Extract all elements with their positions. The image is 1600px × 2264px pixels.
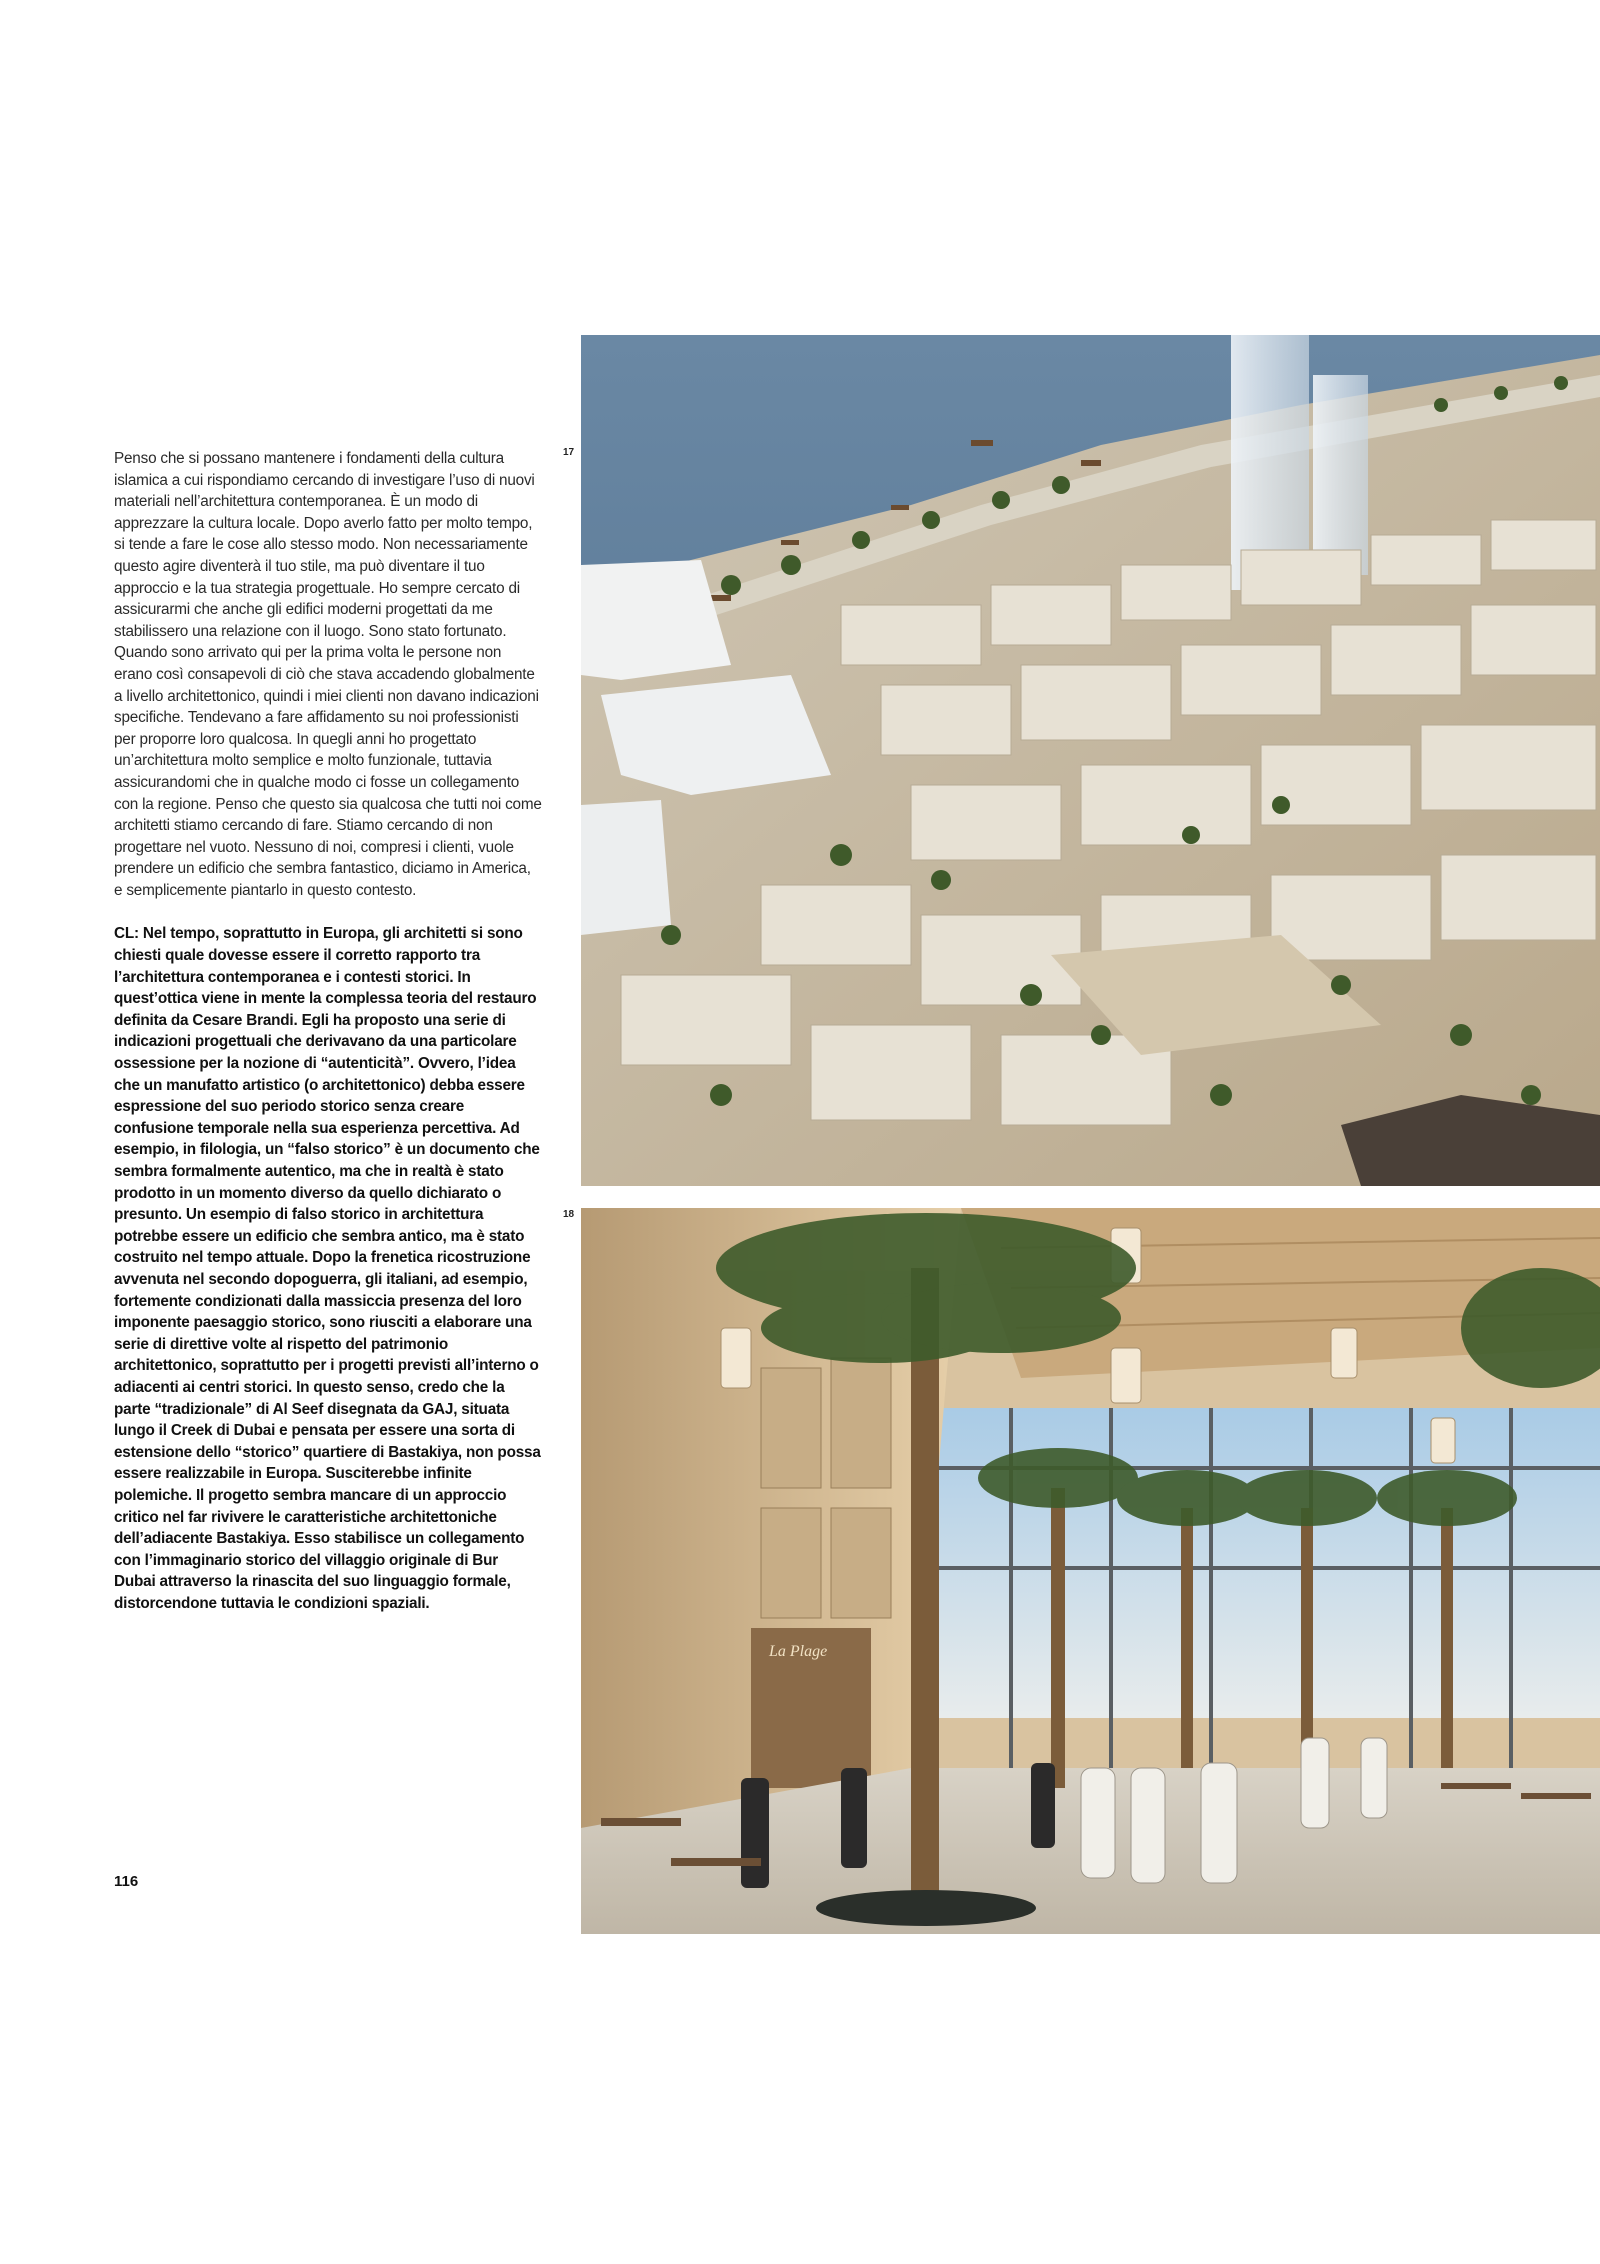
figure-number-17: 17 — [563, 447, 575, 458]
figure-18-interior-render — [581, 1208, 1600, 1934]
interior-render-image — [581, 1208, 1600, 1934]
page-number: 116 — [114, 1873, 139, 1890]
shop-sign-text: La Plage — [769, 1643, 828, 1660]
question-paragraph: CL: Nel tempo, soprattutto in Europa, gli architetti si sono chiesti quale dovesse essere il corretto rapporto tra l’architettura contemporanea e i contesti storici. In quest’ottica viene in mente la complessa teoria del restauro definita da Cesare Brandi. Egli ha proposto una serie di indicazioni progettuali che derivavano da una particolare ossessione per la nozione di “autenticità”. Ovvero, l’idea che un manufatto artistico (o architettonico) debba essere espressione del suo periodo storico senza creare confusione temporale nella sua esperienza percettiva. Ad esempio, in filologia, un “falso storico” è un documento che sembra formalmente autentico, ma che in realtà è stato prodotto in un momento diverso da quello dichiarato o presunto. Un esempio di falso storico in architettura potrebbe essere un edificio che sembra antico, ma è stato costruito nel tempo attuale. Dopo la frenetica ricostruzione avvenuta nel secondo dopoguerra, gli italiani, ad esempio, fortemente condizionati dalla massiccia presenza del loro imponente paesaggio storico, sono riusciti a elaborare una serie di direttive volte al rispetto del patrimonio architettonico, soprattutto per i progetti previsti all’interno o adiacenti ai centri storici. In questo senso, credo che la parte “tradizionale” di Al Seef disegnata da GAJ, situata lungo il Creek di Dubai e pensata per essere una sorta di estensione dello “storico” quartiere di Bastakiya, non possa essere realizzabile in Europa. Susciterebbe infinite polemiche. Il progetto sembra mancare di un approccio critico nel far rivivere le caratteristiche architettoniche dell’adiacente Bastakiya. Esso stabilisce un collegamento con l’immaginario storico del villaggio originale di Bur Dubai attraverso la rinascita del suo linguaggio formale, distorcendone tuttavia le condizioni spaziali. — [114, 925, 541, 1612]
aerial-render-image — [581, 335, 1600, 1186]
figure-number-18: 18 — [563, 1209, 575, 1220]
figure-17-aerial-render — [581, 335, 1600, 1186]
body-paragraph: Penso che si possano mantenere i fondamenti della cultura islamica a cui rispondiamo cercando di investigare l’uso di nuovi materiali nell’architettura contemporanea. È un modo di apprezzare la cultura locale. Dopo averlo fatto per molto tempo, si tende a fare le cose allo stesso modo. Non necessariamente questo agire diventerà il tuo stile, ma può diventare il tuo approccio e la tua strategia progettuale. Ho sempre cercato di assicurarmi che anche gli edifici moderni progettati da me stabilissero una relazione con il luogo. Sono stato fortunato. Quando sono arrivato qui per la prima volta le persone non erano così consapevoli di ciò che stava accadendo globalmente a livello architettonico, quindi i miei clienti non davano indicazioni specifiche. Tendevano a fare affidamento su noi professionisti per proporre loro qualcosa. In quegli anni ho progettato un’architettura molto semplice e molto funzionale, tuttavia assicurandomi che in qualche modo ci fosse un collegamento con la regione. Penso che questo sia qualcosa che tutti noi come architetti stiamo cercando di fare. Stiamo cercando di non progettare nel vuoto. Nessuno di noi, compresi i clienti, vuole prendere un edificio che sembra fantastico, diciamo in America, e semplicemente piantarlo in questo contesto. — [114, 450, 542, 899]
article-text-column — [114, 448, 542, 1614]
